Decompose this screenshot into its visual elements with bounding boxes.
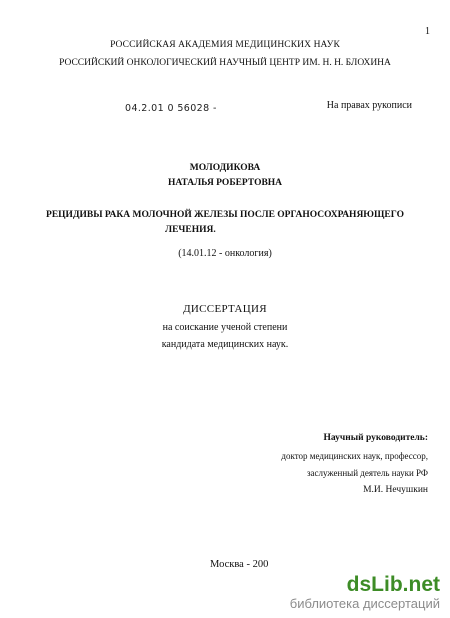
supervisor-heading: Научный руководитель: (323, 433, 428, 443)
degree-purpose-line-2: кандидата медицинских наук. (161, 339, 289, 350)
watermark (290, 574, 440, 612)
author-surname: МОЛОДИКОВА (189, 163, 261, 173)
specialty-code: (14.01.12 - онкология) (178, 248, 272, 259)
author-names: НАТАЛЬЯ РОБЕРТОВНА (167, 178, 283, 188)
document-type: ДИССЕРТАЦИЯ (183, 303, 267, 315)
page-number: 1 (425, 26, 430, 37)
manuscript-rights-note: На правах рукописи (326, 100, 412, 111)
watermark-logo: dsLib.net (346, 573, 440, 596)
organization-line-1: РОССИЙСКАЯ АКАДЕМИЯ МЕДИЦИНСКИХ НАУК (110, 40, 340, 50)
degree-purpose-line-1: на соискание ученой степени (162, 322, 288, 333)
supervisor-name: М.И. Нечушкин (363, 485, 428, 495)
archive-stamp: 04.2.01 0 56028 - (125, 103, 217, 114)
watermark-caption: библиотека диссертаций (289, 596, 440, 611)
supervisor-honor: заслуженный деятель науки РФ (307, 468, 428, 478)
thesis-title-line-2: ЛЕЧЕНИЯ. (165, 225, 216, 235)
thesis-title-line-1: РЕЦИДИВЫ РАКА МОЛОЧНОЙ ЖЕЛЕЗЫ ПОСЛЕ ОРГАНОСОХРАНЯЮЩЕГО (46, 210, 404, 220)
supervisor-degree: доктор медицинских наук, профессор, (281, 451, 428, 461)
organization-line-2: РОССИЙСКИЙ ОНКОЛОГИЧЕСКИЙ НАУЧНЫЙ ЦЕНТР ИМ. Н. Н. БЛОХИНА (59, 58, 391, 68)
city-year: Москва - 200 (210, 559, 269, 570)
